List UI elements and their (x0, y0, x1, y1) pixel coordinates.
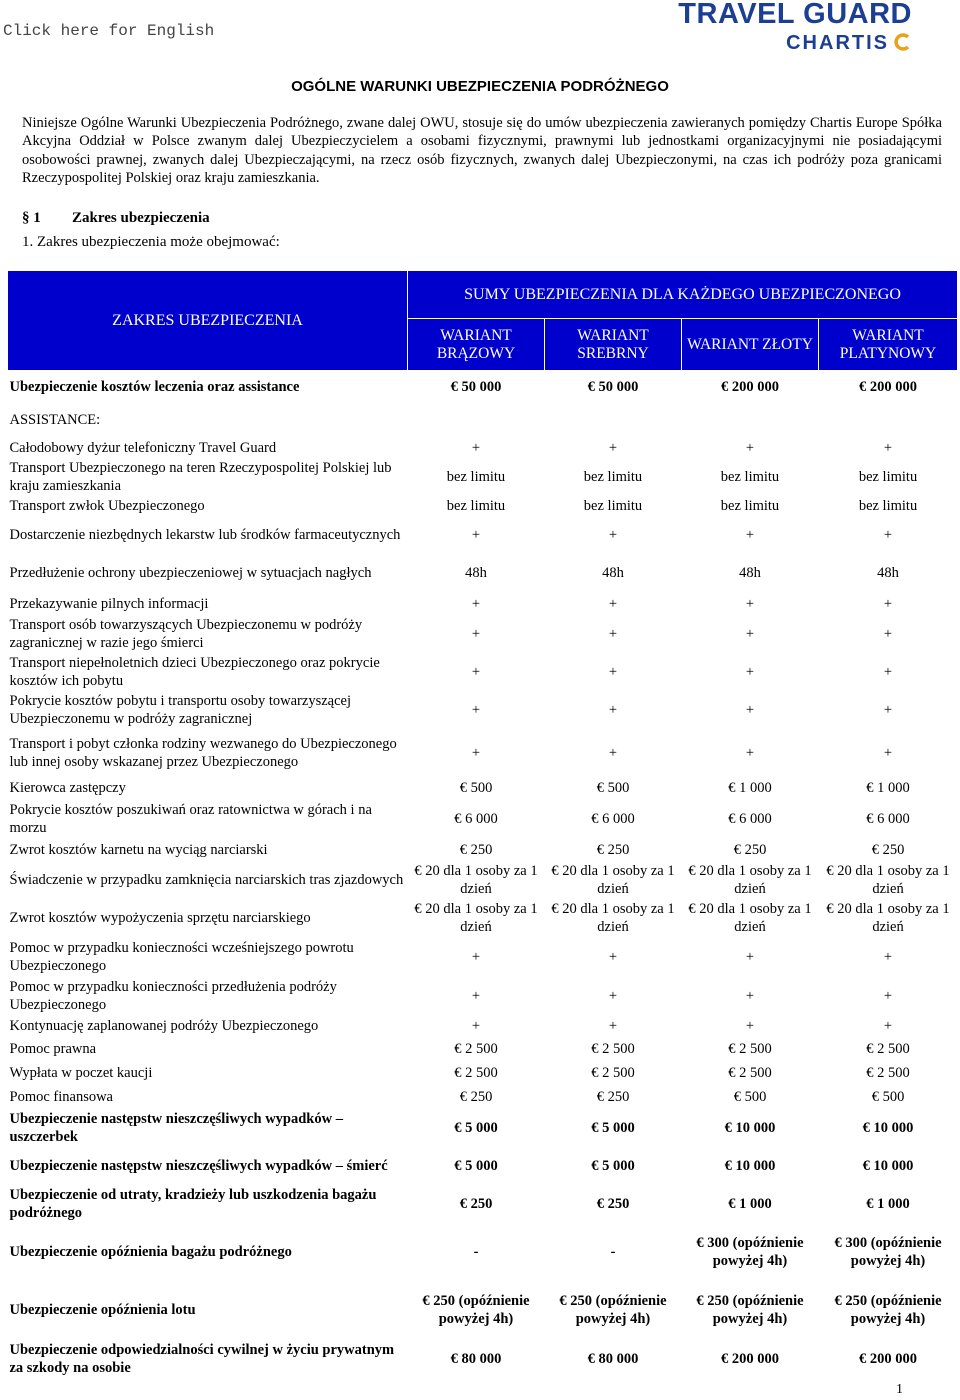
coverage-value: € 5 000 (454, 1119, 498, 1136)
coverage-value: € 5 000 (591, 1119, 635, 1136)
table-row (8, 495, 958, 517)
coverage-value: € 20 dla 1 osoby za 1 dzień (688, 862, 812, 897)
coverage-value: + (883, 526, 893, 543)
coverage-value: + (471, 663, 481, 680)
table-row (8, 1339, 958, 1379)
coverage-value: + (471, 1017, 481, 1034)
coverage-value: € 250 (459, 841, 493, 858)
coverage-value: + (883, 987, 893, 1004)
header-sums-cell: SUMY UBEZPIECZENIA DLA KAŻDEGO UBEZPIECZONEGO (408, 271, 958, 319)
coverage-label: Pomoc w przypadku konieczności wcześniejszego powrotu Ubezpieczonego (9, 939, 354, 974)
coverage-value: € 250 (596, 1195, 630, 1212)
coverage-label: Pomoc w przypadku konieczności przedłużenia podróży Ubezpieczonego (9, 978, 337, 1013)
logo-travel-guard-text: TRAVEL GUARD (678, 0, 912, 30)
coverage-value: € 20 dla 1 osoby za 1 dzień (688, 900, 812, 935)
table-row (8, 1185, 958, 1223)
coverage-value: € 10 000 (862, 1157, 914, 1174)
logo-chartis-text: CHARTIS (786, 32, 889, 54)
intro-paragraph: Niniejsze Ogólne Warunki Ubezpieczenia Podróżnego, zwane dalej OWU, stosuje się do umów ubezpieczenia zawieranych pomiędzy Chartis Europe Spółka Akcyjna Oddział w Polsce zwanym dalej Ubezpieczycielem a osobami fizycznymi, prawnymi lub jednostkami organizacyjnymi nie posiadającymi osobowości prawnej, zwanych dalej Ubezpieczającymi, na rzecz osób fizycznych, zwanych dalej Ubezpieczonymi, na czas ich podróży poza granicami Rzeczypospolitej Polskiej oraz kraju zamieszkania. (22, 115, 942, 186)
coverage-label: Ubezpieczenie od utraty, kradzieży lub uszkodzenia bagażu podróżnego (9, 1186, 377, 1221)
coverage-value: + (883, 439, 893, 456)
header-variant-platinum: WARIANT PLATYNOWY (819, 319, 958, 371)
table-row (8, 937, 958, 977)
coverage-label: Pokrycie kosztów pobytu i transportu osoby towarzyszącej Ubezpieczonemu w podróży zagranicznej (9, 692, 351, 727)
coverage-value: + (883, 701, 893, 718)
table-row (8, 861, 958, 899)
coverage-value: € 20 dla 1 osoby za 1 dzień (414, 900, 538, 935)
table-row (8, 553, 958, 593)
table-row (8, 1061, 958, 1085)
coverage-value: bez limitu (446, 497, 506, 514)
coverage-value: € 20 dla 1 osoby za 1 dzień (826, 900, 950, 935)
coverage-value: + (608, 1017, 618, 1034)
coverage-value: + (608, 948, 618, 965)
coverage-value: € 250 (596, 1088, 630, 1105)
table-row (8, 371, 958, 404)
section-sub-item: 1. Zakres ubezpieczenia może obejmować: (22, 234, 280, 250)
coverage-label: Przedłużenie ochrony ubezpieczeniowej w sytuacjach nagłych (9, 564, 372, 581)
coverage-value: + (883, 744, 893, 761)
coverage-value: + (745, 439, 755, 456)
coverage-value: € 20 dla 1 osoby za 1 dzień (826, 862, 950, 897)
coverage-value: € 250 (733, 841, 767, 858)
coverage-value: 48h (877, 564, 899, 581)
coverage-value: bez limitu (446, 468, 506, 485)
page-number: 1 (896, 1382, 903, 1397)
coverage-value: € 250 (459, 1195, 493, 1212)
coverage-value: + (745, 948, 755, 965)
coverage-value: € 200 000 (721, 379, 779, 396)
coverage-value: + (471, 439, 481, 456)
coverage-value: € 2 500 (591, 1040, 635, 1057)
coverage-value: € 2 500 (728, 1040, 772, 1057)
coverage-label: Kontynuację zaplanowanej podróży Ubezpieczonego (9, 1017, 319, 1034)
coverage-value: € 2 500 (454, 1064, 498, 1081)
table-row (8, 459, 958, 495)
coverage-value: bez limitu (720, 497, 780, 514)
insurance-scope-table (7, 270, 958, 1379)
coverage-value: € 2 500 (591, 1064, 635, 1081)
table-row (8, 653, 958, 691)
coverage-label: Całodobowy dyżur telefoniczny Travel Guard (9, 439, 277, 456)
coverage-value: € 250 (opóźnienie powyżej 4h) (696, 1292, 804, 1327)
chartis-mark-icon (892, 32, 912, 52)
coverage-label: Ubezpieczenie opóźnienia bagażu podróżnego (9, 1243, 292, 1260)
coverage-value: + (608, 625, 618, 642)
coverage-value: 48h (602, 564, 624, 581)
coverage-value: € 1 000 (728, 1195, 772, 1212)
coverage-value: + (745, 1017, 755, 1034)
table-row (8, 404, 958, 437)
coverage-value: € 250 (459, 1088, 493, 1105)
coverage-value: € 20 dla 1 osoby za 1 dzień (414, 862, 538, 897)
coverage-label: ASSISTANCE: (9, 412, 101, 428)
coverage-value: + (883, 663, 893, 680)
table-row (8, 1085, 958, 1109)
coverage-value: + (745, 701, 755, 718)
coverage-value: - (473, 1243, 479, 1260)
table-row (8, 777, 958, 799)
coverage-value: 48h (739, 564, 761, 581)
coverage-value: € 250 (opóźnienie powyżej 4h) (559, 1292, 667, 1327)
coverage-value: + (471, 625, 481, 642)
coverage-value: + (745, 595, 755, 612)
coverage-value: 48h (465, 564, 487, 581)
coverage-value: € 10 000 (862, 1119, 914, 1136)
coverage-value: + (745, 663, 755, 680)
coverage-value: + (883, 948, 893, 965)
coverage-value: € 6 000 (866, 810, 910, 827)
table-row (8, 1223, 958, 1281)
coverage-value: + (745, 625, 755, 642)
coverage-value: € 250 (871, 841, 905, 858)
table-row (8, 691, 958, 729)
coverage-value: bez limitu (720, 468, 780, 485)
coverage-value: € 5 000 (591, 1157, 635, 1174)
table-row (8, 799, 958, 839)
coverage-value: € 500 (459, 779, 493, 796)
coverage-value: € 200 000 (859, 379, 918, 396)
coverage-value: + (471, 701, 481, 718)
section-number: § 1 (22, 210, 41, 226)
coverage-value: € 5 000 (454, 1157, 498, 1174)
english-language-link[interactable]: Click here for English (3, 22, 215, 40)
header-variant-gold: WARIANT ZŁOTY (682, 319, 819, 371)
coverage-value: € 80 000 (587, 1350, 639, 1367)
coverage-value: + (471, 526, 481, 543)
coverage-value: € 80 000 (450, 1350, 502, 1367)
table-row (8, 517, 958, 553)
coverage-label: Transport niepełnoletnich dzieci Ubezpieczonego oraz pokrycie kosztów ich pobytu (9, 654, 380, 689)
travel-guard-chartis-logo (652, 0, 912, 58)
section-heading (22, 210, 210, 227)
coverage-value: € 1 000 (866, 1195, 910, 1212)
coverage-value: € 20 dla 1 osoby za 1 dzień (551, 900, 675, 935)
coverage-label: Ubezpieczenie następstw nieszczęśliwych wypadków – śmierć (9, 1157, 388, 1174)
coverage-label: Świadczenie w przypadku zamknięcia narciarskich tras zjazdowych (9, 871, 404, 888)
coverage-value: - (610, 1243, 616, 1260)
coverage-label: Ubezpieczenie następstw nieszczęśliwych wypadków – uszczerbek (9, 1110, 343, 1145)
coverage-value: € 6 000 (728, 810, 772, 827)
coverage-value: + (883, 1017, 893, 1034)
coverage-label: Pokrycie kosztów poszukiwań oraz ratownictwa w górach i na morzu (9, 801, 372, 836)
coverage-value: bez limitu (858, 468, 918, 485)
table-row (8, 899, 958, 937)
coverage-value: € 250 (opóźnienie powyżej 4h) (422, 1292, 530, 1327)
coverage-value: € 250 (opóźnienie powyżej 4h) (834, 1292, 942, 1327)
coverage-value: bez limitu (583, 497, 643, 514)
coverage-value: € 300 (opóźnienie powyżej 4h) (834, 1234, 942, 1269)
table-row (8, 437, 958, 459)
coverage-value: + (608, 595, 618, 612)
coverage-value: + (471, 948, 481, 965)
coverage-label: Przekazywanie pilnych informacji (9, 595, 209, 612)
coverage-label: Transport osób towarzyszących Ubezpieczonemu w podróży zagranicznej w razie jego śmierci (9, 616, 363, 651)
coverage-label: Transport Ubezpieczonego na teren Rzeczypospolitej Polskiej lub kraju zamieszkania (9, 459, 392, 494)
coverage-value: € 20 dla 1 osoby za 1 dzień (551, 862, 675, 897)
coverage-value: € 1 000 (728, 779, 772, 796)
coverage-value: € 6 000 (591, 810, 635, 827)
coverage-value: + (883, 595, 893, 612)
section-title: Zakres ubezpieczenia (72, 210, 210, 226)
coverage-value: € 1 000 (866, 779, 910, 796)
coverage-value: € 10 000 (724, 1157, 776, 1174)
coverage-value: + (608, 663, 618, 680)
coverage-value: + (608, 439, 618, 456)
coverage-label: Wypłata w poczet kaucji (9, 1064, 153, 1081)
header-variant-bronze: WARIANT BRĄZOWY (408, 319, 545, 371)
coverage-value: € 10 000 (724, 1119, 776, 1136)
coverage-value: + (608, 987, 618, 1004)
coverage-value: € 2 500 (866, 1040, 910, 1057)
coverage-value: € 2 500 (454, 1040, 498, 1057)
coverage-value: bez limitu (583, 468, 643, 485)
coverage-value: + (883, 625, 893, 642)
coverage-value: € 200 000 (859, 1350, 918, 1367)
table-row (8, 1015, 958, 1037)
coverage-value: € 500 (596, 779, 630, 796)
coverage-value: + (608, 526, 618, 543)
table-row (8, 977, 958, 1015)
header-variant-silver: WARIANT SREBRNY (545, 319, 682, 371)
table-row (8, 615, 958, 653)
coverage-value: € 250 (596, 841, 630, 858)
coverage-value: € 500 (733, 1088, 767, 1105)
coverage-value: € 500 (871, 1088, 905, 1105)
coverage-value: € 300 (opóźnienie powyżej 4h) (696, 1234, 804, 1269)
coverage-value: € 50 000 (450, 379, 502, 396)
coverage-label: Ubezpieczenie opóźnienia lotu (9, 1301, 196, 1318)
coverage-label: Ubezpieczenie odpowiedzialności cywilnej w życiu prywatnym za szkody na osobie (9, 1341, 395, 1376)
coverage-label: Kierowca zastępczy (9, 779, 126, 796)
table-row (8, 1037, 958, 1061)
coverage-value: + (745, 526, 755, 543)
coverage-value: € 50 000 (587, 379, 639, 396)
coverage-value: + (745, 744, 755, 761)
coverage-value: + (608, 744, 618, 761)
table-row (8, 729, 958, 777)
coverage-value: € 6 000 (454, 810, 498, 827)
coverage-value: + (608, 701, 618, 718)
header-scope-cell: ZAKRES UBEZPIECZENIA (8, 271, 408, 371)
coverage-label: Transport i pobyt członka rodziny wezwanego do Ubezpieczonego lub innej osoby wskazanej przez Ubezpieczonego (9, 735, 397, 770)
coverage-label: Ubezpieczenie kosztów leczenia oraz assistance (9, 379, 300, 396)
coverage-value: € 2 500 (866, 1064, 910, 1081)
document-title: OGÓLNE WARUNKI UBEZPIECZENIA PODRÓŻNEGO (291, 78, 669, 95)
coverage-label: Zwrot kosztów karnetu na wyciąg narciarski (9, 841, 268, 858)
coverage-label: Transport zwłok Ubezpieczonego (9, 497, 205, 514)
coverage-label: Zwrot kosztów wypożyczenia sprzętu narciarskiego (9, 909, 311, 926)
table-row (8, 1147, 958, 1185)
top-bar (0, 0, 960, 60)
table-row (8, 1109, 958, 1147)
coverage-value: € 2 500 (728, 1064, 772, 1081)
table-row (8, 1281, 958, 1339)
coverage-value: bez limitu (858, 497, 918, 514)
coverage-value: + (471, 595, 481, 612)
coverage-value: + (471, 987, 481, 1004)
coverage-value: € 200 000 (721, 1350, 779, 1367)
coverage-label: Pomoc prawna (9, 1040, 97, 1057)
coverage-label: Pomoc finansowa (9, 1088, 113, 1105)
table-row (8, 839, 958, 861)
coverage-label: Dostarczenie niezbędnych lekarstw lub środków farmaceutycznych (9, 526, 401, 543)
table-row (8, 593, 958, 615)
coverage-value: + (471, 744, 481, 761)
coverage-value: + (745, 987, 755, 1004)
